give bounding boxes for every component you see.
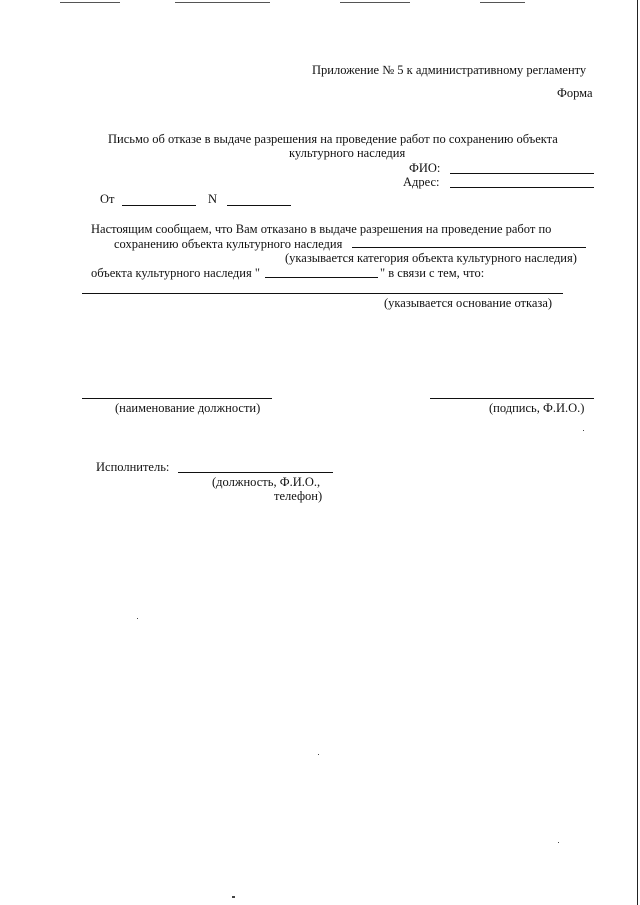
scan-speck — [137, 618, 138, 619]
form-label: Форма — [557, 86, 593, 100]
address-field[interactable] — [450, 187, 594, 188]
fio-label: ФИО: — [409, 161, 441, 175]
scan-speck — [232, 896, 235, 898]
category-hint: (указывается категория объекта культурного наследия) — [285, 251, 577, 265]
body-line2: сохранению объекта культурного наследия — [114, 237, 343, 251]
executor-hint-line2: телефон) — [274, 489, 323, 503]
scan-artifact — [60, 2, 120, 3]
heritage-object-field[interactable] — [352, 247, 586, 248]
signature-hint: (подпись, Ф.И.О.) — [489, 401, 585, 415]
scan-artifact — [175, 2, 270, 3]
body-line1: Настоящим сообщаем, что Вам отказано в выдаче разрешения на проведение работ по — [91, 222, 552, 236]
signature-field[interactable] — [430, 398, 594, 399]
from-date-label: От — [100, 192, 115, 206]
position-field[interactable] — [82, 398, 272, 399]
number-label: N — [208, 192, 218, 206]
scan-artifact — [480, 2, 525, 3]
position-hint: (наименование должности) — [115, 401, 261, 415]
letter-title-line1: Письмо об отказе в выдаче разрешения на проведение работ по сохранению объекта — [108, 132, 558, 146]
scan-speck — [558, 842, 559, 843]
letter-title-line2: культурного наследия — [289, 146, 406, 160]
reason-hint: (указывается основание отказа) — [384, 296, 553, 310]
appendix-heading: Приложение № 5 к административному регламенту — [312, 63, 587, 77]
body-line3-start: объекта культурного наследия " — [91, 266, 260, 280]
scan-speck — [318, 754, 319, 755]
scan-speck — [583, 430, 584, 431]
executor-hint-line1: (должность, Ф.И.О., — [212, 475, 321, 489]
executor-field[interactable] — [178, 472, 333, 473]
page-edge-line — [637, 0, 638, 905]
executor-label: Исполнитель: — [96, 460, 170, 474]
reason-field[interactable] — [82, 293, 563, 294]
scan-artifact — [340, 2, 410, 3]
address-label: Адрес: — [403, 175, 440, 189]
object-name-field[interactable] — [265, 277, 378, 278]
fio-field[interactable] — [450, 173, 594, 174]
body-line3-end: " в связи с тем, что: — [380, 266, 485, 280]
number-field[interactable] — [227, 205, 291, 206]
date-field[interactable] — [122, 205, 196, 206]
